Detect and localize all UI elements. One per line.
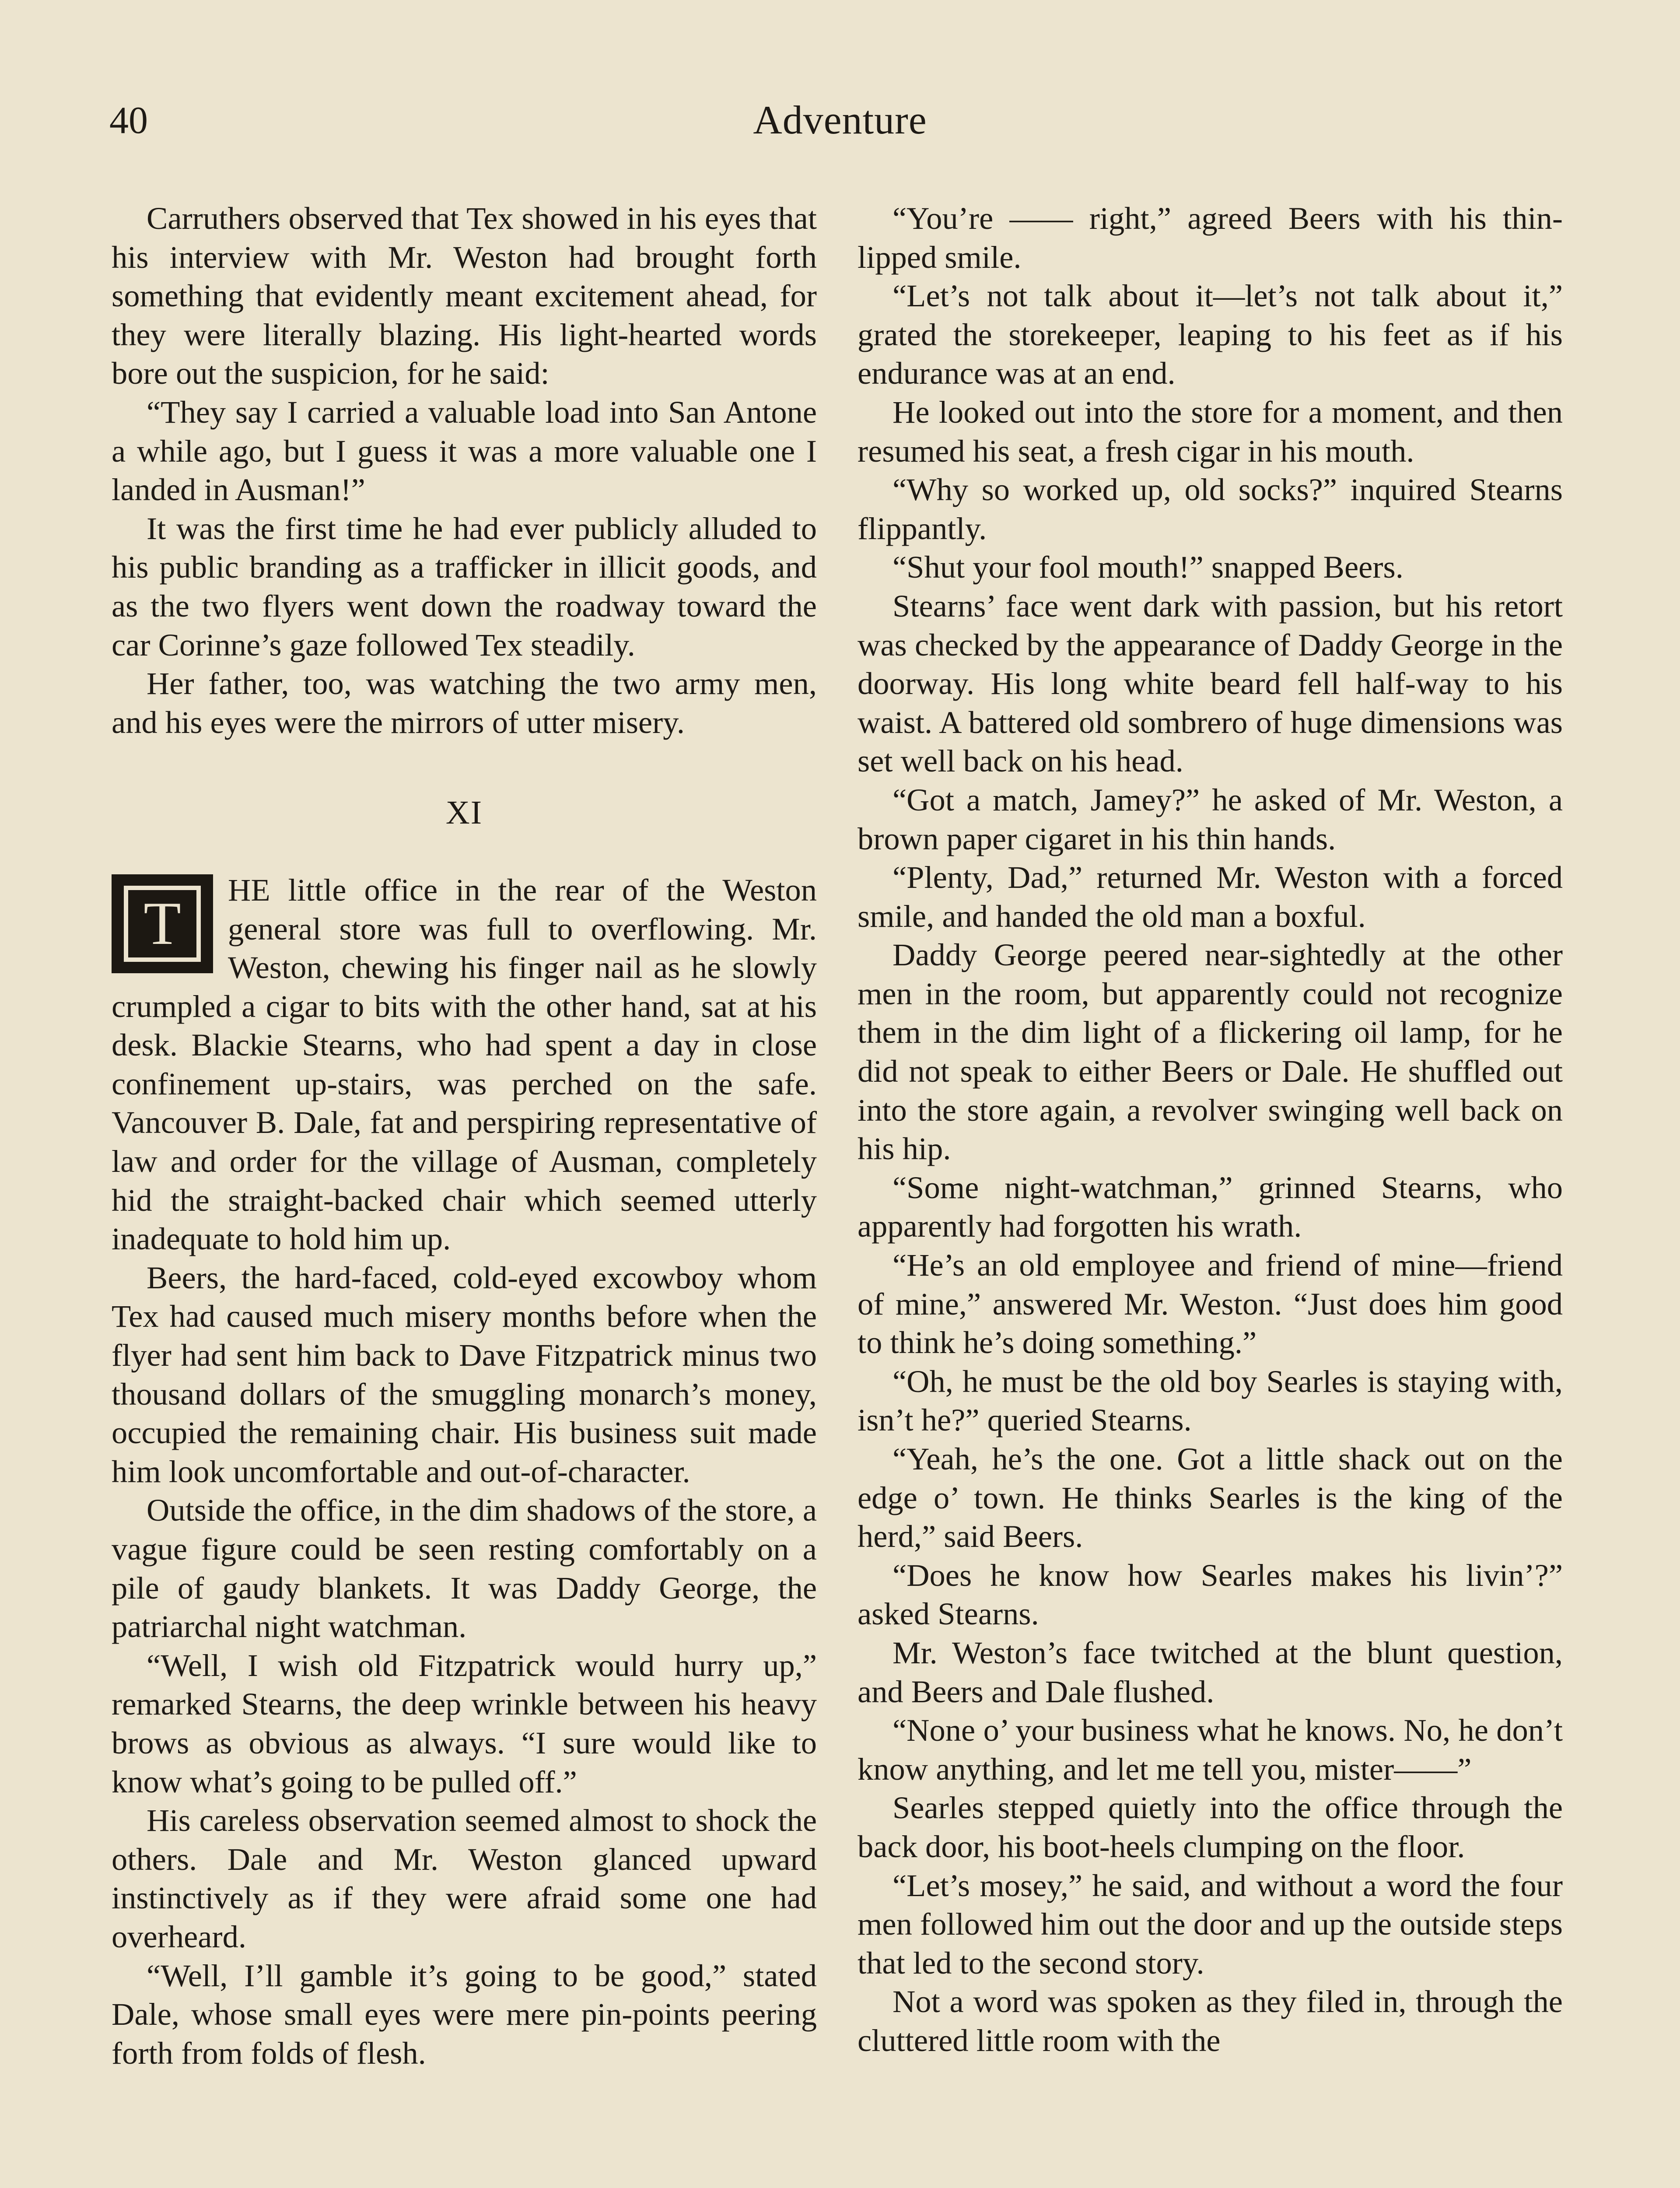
paragraph: “Does he know how Searles makes his livin’?” asked Stearns. xyxy=(858,1557,1563,1632)
chapter-heading: XI xyxy=(445,794,483,831)
paragraph: Daddy George peered near-sightedly at the other men in the room, but apparently could not recognize them in the dim light of a flickering oil lamp, for he did not speak to either Beers or Dale. He shuffled out into the store again, a revolver swinging well back on his hip. xyxy=(858,937,1563,1167)
paragraph: It was the first time he had ever publicly alluded to his public branding as a trafficker in illicit goods, and as the two flyers went down the roadway toward the car Corinne’s gaze followed Tex steadily. xyxy=(112,510,817,663)
paragraph: Outside the office, in the dim shadows of the store, a vague figure could be seen resting comfortably on a pile of gaudy blankets. It was Daddy George, the patriarchal night watchman. xyxy=(112,1492,817,1645)
paragraph: His careless observation seemed almost to shock the others. Dale and Mr. Weston glanced upward instinctively as if they were afraid some one had overheard. xyxy=(112,1802,817,1954)
paragraph: “Yeah, he’s the one. Got a little shack out on the edge o’ town. He thinks Searles is the king of the herd,” said Beers. xyxy=(858,1441,1563,1554)
paragraph: “They say I carried a valuable load into San Antone a while ago, but I guess it was a more valuable one I landed in Ausman!” xyxy=(112,394,817,508)
paragraph: “Let’s mosey,” he said, and without a word the four men followed him out the door and up the outside steps that led to the second story. xyxy=(858,1867,1563,1981)
left-column xyxy=(112,199,817,2072)
paragraph: Beers, the hard-faced, cold-eyed excowboy whom Tex had caused much misery months before when the flyer had sent him back to Dave Fitzpatrick minus two thousand dollars of the smuggling monarch’s money, occupied the remaining chair. His business suit made him look uncomfortable and out-of-character. xyxy=(112,1259,817,1489)
chapter-opening-text: HE little office in the rear of the Weston general store was full to overflowing. Mr. Weston, chewing his finger nail as he slowly crumpled a cigar to bits with the other hand, sat at his desk. Blackie Stearns, who had spent a day in close confinement up-stairs, was perched on the safe. Vancouver B. Dale, fat and perspiring representative of law and order for the village of Ausman, completely hid the straight-backed chair which seemed utterly inadequate to hold him up. xyxy=(112,872,817,1257)
drop-cap-ornament xyxy=(112,874,213,973)
paragraph: “Why so worked up, old socks?” inquired Stearns flippantly. xyxy=(858,472,1563,546)
paragraph: “He’s an old employee and friend of mine—friend of mine,” answered Mr. Weston. “Just does him good to think he’s doing something.” xyxy=(858,1247,1563,1360)
paragraph: Stearns’ face went dark with passion, but his retort was checked by the appearance of Daddy George in the doorway. His long white beard fell half-way to his waist. A battered old sombrero of huge dimensions was set well back on his head. xyxy=(858,588,1563,779)
paragraph: Not a word was spoken as they filed in, through the cluttered little room with the xyxy=(858,1984,1563,2058)
paragraph: “Well, I wish old Fitzpatrick would hurry up,” remarked Stearns, the deep wrinkle between his heavy brows as obvious as always. “I sure would like to know what’s going to be pulled off.” xyxy=(112,1647,817,1799)
paragraph: “Some night-watchman,” grinned Stearns, who apparently had forgotten his wrath. xyxy=(858,1169,1563,1244)
drop-cap-letter: T xyxy=(124,886,201,962)
paragraph: “Plenty, Dad,” returned Mr. Weston with a forced smile, and handed the old man a boxful. xyxy=(858,859,1563,934)
paragraph: “Got a match, Jamey?” he asked of Mr. Weston, a brown paper cigaret in his thin hands. xyxy=(858,782,1563,856)
page-number: 40 xyxy=(109,99,148,142)
paragraph: “Let’s not talk about it—let’s not talk about it,” grated the storekeeper, leaping to his feet as if his endurance was at an end. xyxy=(858,278,1563,391)
paragraph: “None o’ your business what he knows. No, he don’t know anything, and let me tell you, mister——” xyxy=(858,1712,1563,1787)
chapter-opening-paragraph xyxy=(112,871,817,1259)
paragraph: Mr. Weston’s face twitched at the blunt question, and Beers and Dale flushed. xyxy=(858,1634,1563,1709)
paragraph: “You’re —— right,” agreed Beers with his thin-lipped smile. xyxy=(858,200,1563,275)
paragraph: “Well, I’ll gamble it’s going to be good,” stated Dale, whose small eyes were mere pin-points peering forth from folds of flesh. xyxy=(112,1957,817,2071)
paragraph: Carruthers observed that Tex showed in his eyes that his interview with Mr. Weston had brought forth something that evidently meant excitement ahead, for they were literally blazing. His light-hearted words bore out the suspicion, for he said: xyxy=(112,200,817,391)
paragraph: He looked out into the store for a moment, and then resumed his seat, a fresh cigar in his mouth. xyxy=(858,394,1563,469)
paragraph: Searles stepped quietly into the office through the back door, his boot-heels clumping on the floor. xyxy=(858,1790,1563,1864)
paragraph: “Shut your fool mouth!” snapped Beers. xyxy=(892,549,1404,585)
paragraph: “Oh, he must be the old boy Searles is staying with, isn’t he?” queried Stearns. xyxy=(858,1363,1563,1438)
paragraph: Her father, too, was watching the two army men, and his eyes were the mirrors of utter misery. xyxy=(112,666,817,740)
right-column xyxy=(858,199,1563,2060)
running-head-title: Adventure xyxy=(753,98,927,142)
